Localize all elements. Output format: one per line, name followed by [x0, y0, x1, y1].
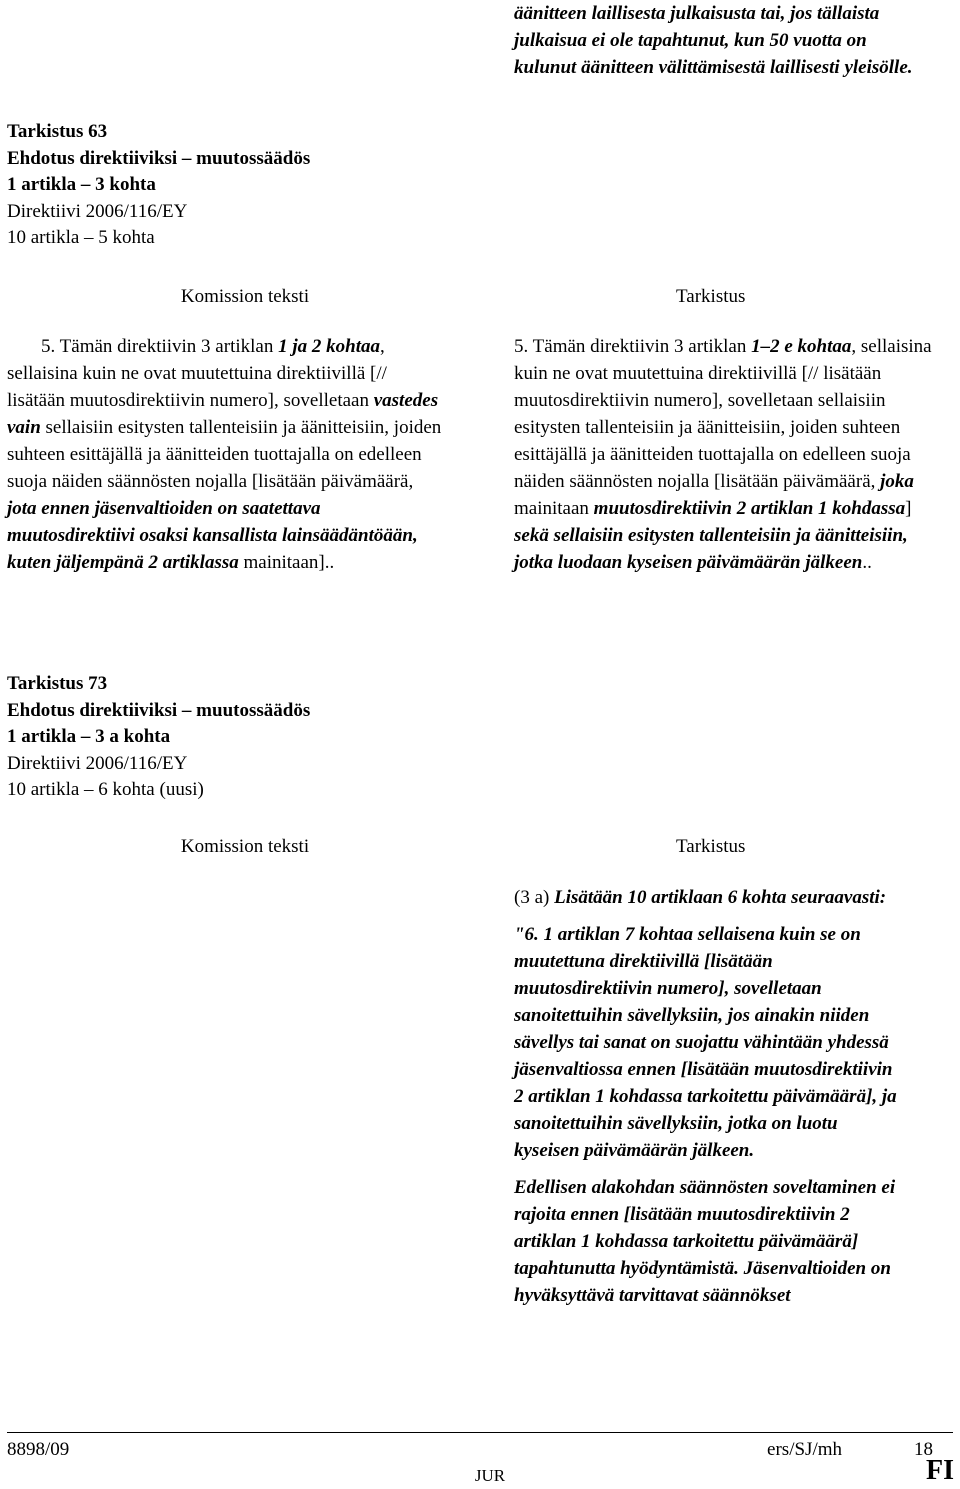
directive-ref: Direktiivi 2006/116/EY: [7, 752, 188, 774]
text-segment-emphasis: 1–2 e kohtaa: [751, 336, 852, 357]
footer-divider: [7, 1432, 953, 1433]
text-segment: (3 a): [514, 887, 555, 908]
amendment-label: Tarkistus: [676, 286, 746, 307]
text-segment: , sellaisina kuin ne ovat muutettuina direktiivillä [// lisätään muutosdirektiivin numero], sovelletaan: [7, 336, 387, 411]
footer-doc-number: 8898/09: [7, 1439, 70, 1460]
text-segment: mainitaan: [514, 498, 594, 519]
amendment-73-body: [514, 884, 904, 1309]
article-ref: 1 artikla – 3 kohta: [7, 174, 156, 195]
directive-article-ref: 10 artikla – 6 kohta (uusi): [7, 779, 204, 800]
footer-page-number: 18: [914, 1439, 933, 1460]
commission-text-label: Komission teksti: [180, 836, 310, 857]
text-segment: 5. Tämän direktiivin 3 artiklan: [514, 336, 752, 357]
text-segment-emphasis: joka: [880, 471, 914, 492]
amendment-title: Tarkistus 63: [7, 121, 108, 142]
footer-language: FI: [926, 1455, 954, 1486]
footer-ref-and-page: [767, 1436, 933, 1463]
text-segment: sellaisiin esitysten tallenteisiin ja äänitteisiin, joiden suhteen esittäjällä ja äänitteiden tuottajalla on edelleen suoja näiden säännösten nojalla [lisätään päivämäärä,: [7, 417, 442, 492]
text-segment-emphasis: sekä sellaisiin esitysten tallenteisiin ja äänitteisiin, jotka luodaan kyseisen päivämäärän jälkeen: [514, 525, 908, 573]
commission-paragraph: [7, 333, 447, 576]
amendment-73-heading: [7, 671, 452, 804]
amendment-63-heading: [7, 119, 452, 252]
text-segment-emphasis: jota ennen jäsenvaltioiden on saatettava muutosdirektiivi osaksi kansallista lainsäädäntöään, kuten jäljempänä 2 artiklassa: [7, 498, 418, 573]
amendment-text-body: [514, 333, 934, 576]
text-segment: ]: [905, 498, 912, 519]
continuation-text: [514, 0, 914, 81]
amendment-paragraph-intro: [514, 884, 904, 911]
amendment-paragraph: [514, 333, 934, 576]
commission-text-body: [7, 333, 447, 576]
proposal-title: Ehdotus direktiiviksi – muutossäädös: [7, 147, 311, 169]
text-segment-emphasis: Lisätään 10 artiklaan 6 kohta seuraavasti:: [554, 887, 887, 908]
text-segment: , sellaisina kuin ne ovat muutettuina direktiivillä [// lisätään muutosdirektiivin numero], sovelletaan sellaisiin esitysten tallenteisiin ja äänitteisiin, joiden suhteen esittäjällä ja äänitteiden tuottajalla on edelleen suoja näiden säännösten nojalla [lisätään päivämäärä,: [514, 336, 932, 492]
directive-article-ref: 10 artikla – 5 kohta: [7, 227, 155, 248]
article-ref: 1 artikla – 3 a kohta: [7, 726, 171, 747]
proposal-title: Ehdotus direktiiviksi – muutossäädös: [7, 699, 311, 721]
amendment-title: Tarkistus 73: [7, 673, 108, 694]
directive-ref: Direktiivi 2006/116/EY: [7, 200, 188, 222]
amendment-paragraph-new-point: "6. 1 artiklan 7 kohtaa sellaisena kuin se on muutettuna direktiivillä [lisätään muutosdirektiivin numero], sovelletaan sanoitettuihin sävellyksiin, jos ainakin niiden sävellys tai sanat on suojattu vähintään yhdessä jäsenvaltiossa ennen [lisätään muutosdirektiivin 2 artiklan 1 kohdassa tarkoitettu päivämäärä], ja sanoitettuihin sävellyksiin, jotka on luotu kyseisen päivämäärän jälkeen.: [514, 924, 897, 1161]
amendment-label: Tarkistus: [676, 836, 746, 857]
text-segment-emphasis: vastedes vain: [7, 390, 439, 438]
footer-ref: ers/SJ/mh: [767, 1439, 842, 1460]
text-segment: ..: [862, 552, 872, 573]
text-segment: 5. Tämän direktiivin 3 artiklan: [41, 336, 279, 357]
footer-dept: JUR: [474, 1466, 506, 1485]
commission-text-label: Komission teksti: [180, 286, 310, 307]
continuation-text-content: äänitteen laillisesta julkaisusta tai, jos tällaista julkaisua ei ole tapahtunut, kun 50 vuotta on kulunut äänitteen välittämisestä laillisesti yleisölle.: [514, 3, 913, 78]
text-segment: mainitaan]..: [238, 552, 335, 573]
amendment-paragraph-second: Edellisen alakohdan säännösten soveltaminen ei rajoita ennen [lisätään muutosdirektiivin 2 artiklan 1 kohdassa tarkoitettu päivämäärä] tapahtunutta hyödyntämistä. Jäsenvaltioiden on hyväksyttävä tarvittavat säännökset: [514, 1177, 896, 1306]
text-segment-emphasis: 1 ja 2 kohtaa: [278, 336, 380, 357]
text-segment-emphasis: muutosdirektiivin 2 artiklan 1 kohdassa: [593, 498, 906, 519]
